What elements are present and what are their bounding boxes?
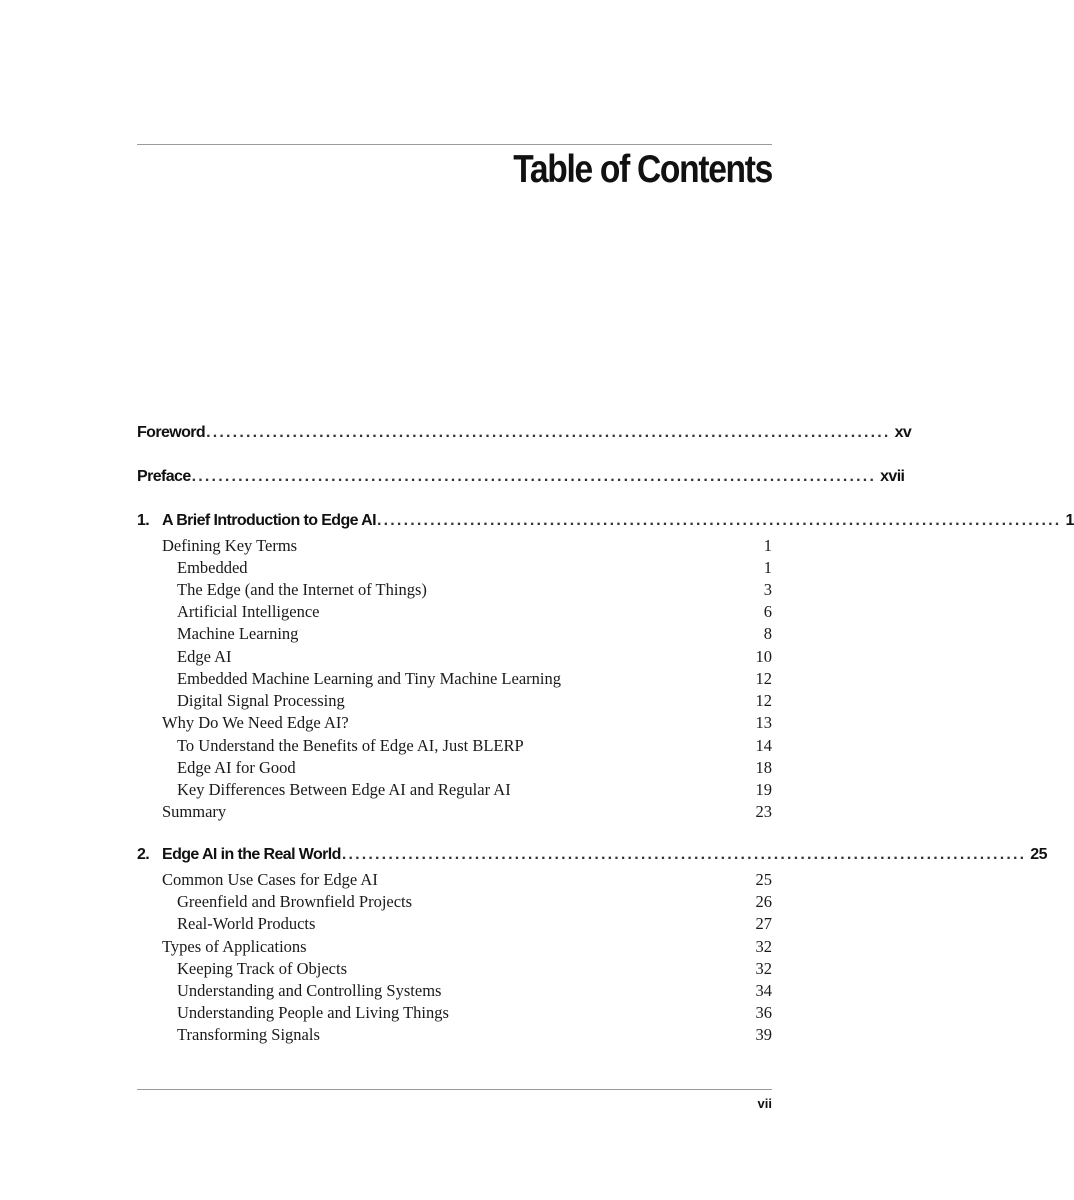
toc-section-page: 13 — [755, 713, 772, 732]
toc-subsection[interactable] — [177, 558, 772, 580]
toc-subsection[interactable] — [177, 758, 772, 780]
toc-section[interactable] — [162, 937, 772, 959]
toc-chapter-1[interactable] — [137, 512, 1074, 534]
toc-subsection-page: 8 — [763, 624, 772, 643]
toc-entry-title: Foreword — [137, 424, 206, 441]
toc-subsection-title: Edge AI — [177, 647, 232, 666]
toc-subsection[interactable] — [177, 914, 772, 936]
toc-subsection-page: 19 — [755, 780, 772, 799]
toc-subsection-page: 3 — [763, 580, 772, 599]
toc-subsection-title: Machine Learning — [177, 624, 299, 643]
toc-subsection-page: 36 — [755, 1003, 772, 1022]
toc-subsection-page: 26 — [755, 892, 772, 911]
toc-subsection-title: Understanding People and Living Things — [177, 1003, 449, 1022]
toc-section-title: Summary — [162, 802, 227, 821]
toc-subsection-page: 39 — [755, 1025, 772, 1044]
toc-subsection-title: Artificial Intelligence — [177, 602, 320, 621]
toc-subsection[interactable] — [177, 1025, 772, 1047]
chapter-title: Edge AI in the Real World — [162, 846, 341, 863]
toc-entry-page: xv — [894, 424, 912, 441]
toc-subsection-page: 32 — [755, 959, 772, 978]
dot-leader: ....................................................................................................... — [206, 424, 891, 441]
chapter-title: A Brief Introduction to Edge AI — [162, 512, 376, 529]
page-number: vii — [757, 1096, 772, 1111]
dot-leader: ....................................................................................................... — [191, 468, 877, 485]
toc-subsection-page: 12 — [755, 669, 772, 688]
page-title: Table of Contents — [513, 148, 772, 191]
chapter-page: 1 — [1065, 512, 1074, 529]
toc-subsection-title: To Understand the Benefits of Edge AI, Just BLERP — [177, 736, 524, 755]
toc-subsection-page: 12 — [755, 691, 772, 710]
toc-section-title: Why Do We Need Edge AI? — [162, 713, 349, 732]
toc-section-title: Defining Key Terms — [162, 536, 298, 555]
toc-subsection[interactable] — [177, 580, 772, 602]
toc-subsection-title: Embedded Machine Learning and Tiny Machine Learning — [177, 669, 561, 688]
toc-subsection-title: Understanding and Controlling Systems — [177, 981, 442, 1000]
toc-section-page: 32 — [755, 937, 772, 956]
toc-subsection-title: Greenfield and Brownfield Projects — [177, 892, 413, 911]
dot-leader: ....................................................................................................... — [341, 846, 1027, 863]
toc-section[interactable] — [162, 802, 772, 824]
toc-subsection[interactable] — [177, 892, 772, 914]
toc-section-page: 25 — [755, 870, 772, 889]
header-rule — [137, 144, 772, 145]
toc-subsection-page: 6 — [763, 602, 772, 621]
toc-subsection-title: Transforming Signals — [177, 1025, 320, 1044]
toc-subsection[interactable] — [177, 602, 772, 624]
toc-subsection-page: 27 — [755, 914, 772, 933]
toc-subsection[interactable] — [177, 624, 772, 646]
toc-subsection-title: The Edge (and the Internet of Things) — [177, 580, 427, 599]
toc-section-page: 1 — [763, 536, 772, 555]
toc-subsection[interactable] — [177, 691, 772, 713]
toc-entry-preface[interactable] — [137, 468, 905, 490]
toc-subsection[interactable] — [177, 647, 772, 669]
toc-section-title: Common Use Cases for Edge AI — [162, 870, 378, 889]
toc-section-page: 23 — [755, 802, 772, 821]
toc-section[interactable] — [162, 713, 772, 735]
toc-subsection-page: 34 — [755, 981, 772, 1000]
toc-subsection-page: 1 — [763, 558, 772, 577]
toc-subsection-title: Digital Signal Processing — [177, 691, 345, 710]
toc-subsection[interactable] — [177, 959, 772, 981]
chapter-number: 1. — [137, 512, 150, 529]
chapter-page: 25 — [1030, 846, 1047, 863]
toc-section[interactable] — [162, 536, 772, 558]
footer-rule — [137, 1089, 772, 1090]
toc-entry-foreword[interactable] — [137, 424, 912, 446]
toc-subsection-title: Edge AI for Good — [177, 758, 296, 777]
toc-subsection-title: Keeping Track of Objects — [177, 959, 348, 978]
toc-subsection[interactable] — [177, 1003, 772, 1025]
toc-subsection-title: Key Differences Between Edge AI and Regular AI — [177, 780, 511, 799]
toc-subsection-page: 18 — [755, 758, 772, 777]
toc-subsection-page: 10 — [755, 647, 772, 666]
toc-subsection-page: 14 — [755, 736, 772, 755]
toc-subsection[interactable] — [177, 736, 772, 758]
toc-subsection[interactable] — [177, 780, 772, 802]
dot-leader: ....................................................................................................... — [376, 512, 1062, 529]
toc-subsection-title: Real-World Products — [177, 914, 316, 933]
toc-entry-title: Preface — [137, 468, 191, 485]
toc-entry-page: xvii — [880, 468, 905, 485]
toc-subsection-title: Embedded — [177, 558, 248, 577]
toc-section[interactable] — [162, 870, 772, 892]
toc-subsection[interactable] — [177, 981, 772, 1003]
toc-subsection[interactable] — [177, 669, 772, 691]
toc-chapter-2[interactable] — [137, 846, 1047, 868]
toc-section-title: Types of Applications — [162, 937, 307, 956]
chapter-number: 2. — [137, 846, 150, 863]
